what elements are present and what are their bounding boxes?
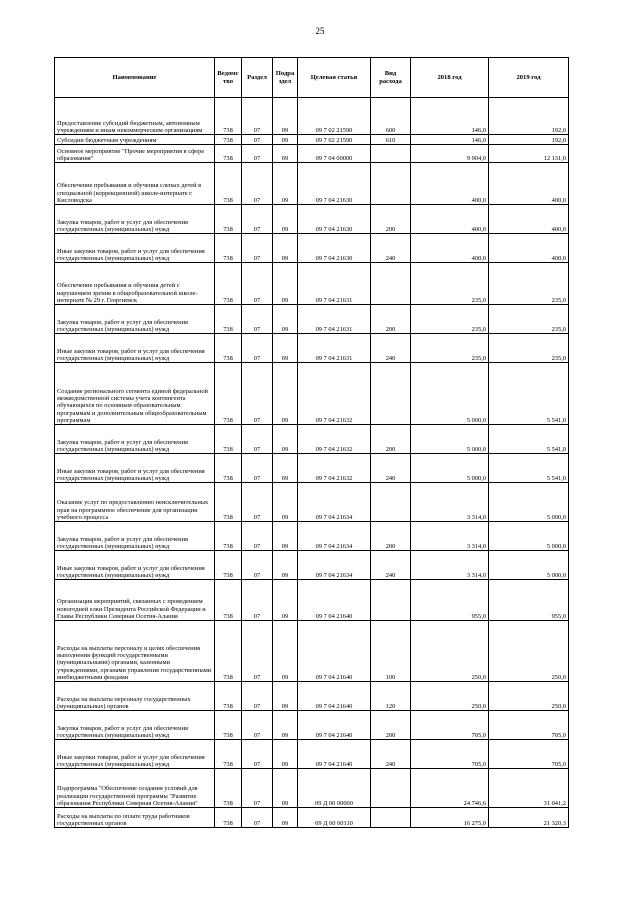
- row-target-article: 09 Д 00 00000: [298, 769, 371, 808]
- row-department: 738: [215, 425, 242, 454]
- row-expense-type: 120: [371, 682, 411, 711]
- row-section: 07: [242, 454, 273, 483]
- row-subsection: 09: [273, 711, 298, 740]
- row-department: 738: [215, 135, 242, 145]
- row-section: 07: [242, 808, 273, 828]
- row-name: Основное мероприятие "Прочие мероприятия в сфере образования": [55, 145, 215, 163]
- row-amount-2018: 235,0: [411, 305, 489, 334]
- row-section: 07: [242, 145, 273, 163]
- row-amount-2019: 5 541,0: [489, 425, 569, 454]
- row-amount-2019: 31 041,2: [489, 769, 569, 808]
- table-row: [55, 425, 569, 454]
- row-amount-2018: 235,0: [411, 263, 489, 305]
- row-amount-2019: 400,0: [489, 234, 569, 263]
- row-department: 738: [215, 98, 242, 135]
- budget-table: [54, 57, 569, 828]
- row-amount-2019: 12 131,0: [489, 145, 569, 163]
- row-amount-2019: 235,0: [489, 263, 569, 305]
- row-amount-2019: 5 541,0: [489, 454, 569, 483]
- row-amount-2019: 400,0: [489, 163, 569, 205]
- row-amount-2019: 955,0: [489, 580, 569, 621]
- row-expense-type: [371, 769, 411, 808]
- row-department: 738: [215, 483, 242, 522]
- header-target-article: Целевая статья: [298, 58, 371, 98]
- row-department: 738: [215, 145, 242, 163]
- row-subsection: 09: [273, 263, 298, 305]
- table-row: [55, 711, 569, 740]
- row-department: 738: [215, 234, 242, 263]
- row-name: Расходы на выплаты персоналу государственных (муниципальных) органов: [55, 682, 215, 711]
- row-subsection: 09: [273, 808, 298, 828]
- row-amount-2018: 3 314,0: [411, 551, 489, 580]
- table-row: [55, 621, 569, 682]
- table-row: [55, 205, 569, 234]
- row-target-article: 09 7 04 21632: [298, 363, 371, 425]
- row-target-article: 09 7 04 21632: [298, 454, 371, 483]
- row-subsection: 09: [273, 483, 298, 522]
- row-department: 738: [215, 163, 242, 205]
- row-section: 07: [242, 711, 273, 740]
- row-amount-2018: 16 275,0: [411, 808, 489, 828]
- row-name: Иные закупки товаров, работ и услуг для обеспечения государственных (муниципальных) нужд: [55, 551, 215, 580]
- row-name: Иные закупки товаров, работ и услуг для обеспечения государственных (муниципальных) нужд: [55, 740, 215, 769]
- row-section: 07: [242, 682, 273, 711]
- row-subsection: 09: [273, 580, 298, 621]
- row-amount-2019: 235,0: [489, 334, 569, 363]
- row-target-article: 09 7 04 21630: [298, 234, 371, 263]
- row-amount-2018: 250,0: [411, 621, 489, 682]
- table-row: [55, 551, 569, 580]
- row-target-article: 09 7 04 21631: [298, 334, 371, 363]
- row-target-article: 09 7 04 21630: [298, 205, 371, 234]
- row-expense-type: [371, 580, 411, 621]
- row-department: 738: [215, 621, 242, 682]
- header-year-2018: 2018 год: [411, 58, 489, 98]
- row-subsection: 09: [273, 682, 298, 711]
- table-row: [55, 808, 569, 828]
- header-name: Наименование: [55, 58, 215, 98]
- row-section: 07: [242, 305, 273, 334]
- row-section: 07: [242, 263, 273, 305]
- table-row: [55, 454, 569, 483]
- table-row: [55, 522, 569, 551]
- row-subsection: 09: [273, 98, 298, 135]
- row-amount-2019: 21 320,3: [489, 808, 569, 828]
- row-department: 738: [215, 711, 242, 740]
- row-target-article: 09 7 04 00000: [298, 145, 371, 163]
- row-name: Организация мероприятий, связанных с проведением новогодней елки Президента Российской Федерации и Главы Республики Северная Осетия-Алания: [55, 580, 215, 621]
- row-expense-type: 240: [371, 740, 411, 769]
- row-amount-2019: 400,0: [489, 205, 569, 234]
- row-section: 07: [242, 135, 273, 145]
- header-section: Раздел: [242, 58, 273, 98]
- row-target-article: 09 7 04 21640: [298, 711, 371, 740]
- row-section: 07: [242, 621, 273, 682]
- row-name: Закупка товаров, работ и услуг для обеспечения государственных (муниципальных) нужд: [55, 522, 215, 551]
- row-subsection: 09: [273, 454, 298, 483]
- row-expense-type: [371, 263, 411, 305]
- row-expense-type: 600: [371, 98, 411, 135]
- row-amount-2018: 3 314,0: [411, 483, 489, 522]
- row-expense-type: 240: [371, 334, 411, 363]
- row-subsection: 09: [273, 163, 298, 205]
- row-name: Предоставление субсидий бюджетным, автономным учреждениям и иным некоммерческим организациям: [55, 98, 215, 135]
- row-subsection: 09: [273, 205, 298, 234]
- table-row: [55, 135, 569, 145]
- row-target-article: 09 7 04 21630: [298, 163, 371, 205]
- table-header-row: [55, 58, 569, 98]
- row-name: Расходы на выплаты по оплате труда работников государственных органов: [55, 808, 215, 828]
- row-amount-2019: 250,0: [489, 621, 569, 682]
- table-row: [55, 163, 569, 205]
- row-amount-2018: 955,0: [411, 580, 489, 621]
- row-name: Закупка товаров, работ и услуг для обеспечения государственных (муниципальных) нужд: [55, 205, 215, 234]
- row-name: Иные закупки товаров, работ и услуг для обеспечения государственных (муниципальных) нужд: [55, 234, 215, 263]
- row-target-article: 09 7 04 21640: [298, 580, 371, 621]
- row-amount-2018: 235,0: [411, 334, 489, 363]
- row-department: 738: [215, 522, 242, 551]
- row-expense-type: 200: [371, 425, 411, 454]
- row-department: 738: [215, 769, 242, 808]
- row-target-article: 09 7 04 21634: [298, 483, 371, 522]
- row-section: 07: [242, 580, 273, 621]
- row-expense-type: [371, 363, 411, 425]
- row-section: 07: [242, 740, 273, 769]
- row-target-article: 09 7 04 21631: [298, 263, 371, 305]
- row-section: 07: [242, 98, 273, 135]
- row-target-article: 09 7 04 21640: [298, 621, 371, 682]
- row-amount-2018: 5 000,0: [411, 363, 489, 425]
- table-row: [55, 145, 569, 163]
- row-expense-type: [371, 483, 411, 522]
- table-row: [55, 483, 569, 522]
- row-expense-type: 100: [371, 621, 411, 682]
- row-department: 738: [215, 363, 242, 425]
- row-section: 07: [242, 425, 273, 454]
- row-target-article: 09 7 04 21634: [298, 522, 371, 551]
- row-department: 738: [215, 551, 242, 580]
- row-subsection: 09: [273, 234, 298, 263]
- row-department: 738: [215, 682, 242, 711]
- row-name: Закупка товаров, работ и услуг для обеспечения государственных (муниципальных) нужд: [55, 305, 215, 334]
- row-section: 07: [242, 363, 273, 425]
- row-expense-type: 200: [371, 205, 411, 234]
- table-row: [55, 234, 569, 263]
- row-amount-2018: 146,0: [411, 135, 489, 145]
- row-subsection: 09: [273, 522, 298, 551]
- row-name: Закупка товаров, работ и услуг для обеспечения государственных (муниципальных) нужд: [55, 425, 215, 454]
- row-name: Оказание услуг по предоставлению неисключительных прав на программное обеспечение для организации учебного процесса: [55, 483, 215, 522]
- row-amount-2019: 705,0: [489, 711, 569, 740]
- table-body: [55, 98, 569, 828]
- row-amount-2019: 192,0: [489, 135, 569, 145]
- row-department: 738: [215, 263, 242, 305]
- row-amount-2018: 400,0: [411, 234, 489, 263]
- row-expense-type: 240: [371, 454, 411, 483]
- row-target-article: 09 7 04 21640: [298, 740, 371, 769]
- row-department: 738: [215, 808, 242, 828]
- row-amount-2018: 5 000,0: [411, 425, 489, 454]
- header-department: Ведомс тво: [215, 58, 242, 98]
- row-amount-2018: 146,0: [411, 98, 489, 135]
- row-expense-type: [371, 808, 411, 828]
- row-department: 738: [215, 580, 242, 621]
- row-expense-type: [371, 163, 411, 205]
- row-subsection: 09: [273, 305, 298, 334]
- row-amount-2018: 9 904,0: [411, 145, 489, 163]
- row-name: Закупка товаров, работ и услуг для обеспечения государственных (муниципальных) нужд: [55, 711, 215, 740]
- row-amount-2019: 5 000,0: [489, 522, 569, 551]
- row-name: Обеспечение пребывания и обучения слепых детей в специальной (коррекционной) школе-интернате г. Кисловодска: [55, 163, 215, 205]
- row-name: Субсидии бюджетным учреждениям: [55, 135, 215, 145]
- row-name: Подпрограмма "Обеспечение создания условий для реализации государственной программы "Развитие образования Республики Северная Осетия-Алания": [55, 769, 215, 808]
- header-expense-type: Вид расхода: [371, 58, 411, 98]
- row-name: Обеспечение пребывания и обучения детей с нарушением зрения в общеобразовательной школе-интернате № 29 г. Георгиевск: [55, 263, 215, 305]
- row-section: 07: [242, 334, 273, 363]
- table-row: [55, 334, 569, 363]
- row-amount-2019: 5 000,0: [489, 551, 569, 580]
- row-section: 07: [242, 483, 273, 522]
- row-amount-2018: 705,0: [411, 711, 489, 740]
- row-department: 738: [215, 305, 242, 334]
- row-amount-2018: 3 314,0: [411, 522, 489, 551]
- row-expense-type: [371, 145, 411, 163]
- row-expense-type: 200: [371, 522, 411, 551]
- page-number: 25: [315, 26, 325, 36]
- row-department: 738: [215, 740, 242, 769]
- row-amount-2018: 24 746,6: [411, 769, 489, 808]
- header-year-2019: 2019 год: [489, 58, 569, 98]
- row-amount-2019: 5 541,0: [489, 363, 569, 425]
- row-subsection: 09: [273, 551, 298, 580]
- row-amount-2019: 705,0: [489, 740, 569, 769]
- row-name: Иные закупки товаров, работ и услуг для обеспечения государственных (муниципальных) нужд: [55, 454, 215, 483]
- row-department: 738: [215, 454, 242, 483]
- row-amount-2019: 250,0: [489, 682, 569, 711]
- row-subsection: 09: [273, 740, 298, 769]
- row-name: Расходы на выплаты персоналу в целях обеспечения выполнения функций государственными (муниципальными) органами, казенными учреждениями, органами управления государственными внебюджетными фондами: [55, 621, 215, 682]
- row-subsection: 09: [273, 135, 298, 145]
- row-department: 738: [215, 334, 242, 363]
- row-subsection: 09: [273, 363, 298, 425]
- row-expense-type: 610: [371, 135, 411, 145]
- row-subsection: 09: [273, 621, 298, 682]
- row-amount-2018: 5 000,0: [411, 454, 489, 483]
- row-amount-2019: 5 000,0: [489, 483, 569, 522]
- row-section: 07: [242, 551, 273, 580]
- table-row: [55, 98, 569, 135]
- row-expense-type: 200: [371, 711, 411, 740]
- row-expense-type: 240: [371, 234, 411, 263]
- row-name: Иные закупки товаров, работ и услуг для обеспечения государственных (муниципальных) нужд: [55, 334, 215, 363]
- row-section: 07: [242, 522, 273, 551]
- row-section: 07: [242, 234, 273, 263]
- row-target-article: 09 7 02 21590: [298, 135, 371, 145]
- table-row: [55, 263, 569, 305]
- table-row: [55, 682, 569, 711]
- row-amount-2019: 192,0: [489, 98, 569, 135]
- row-expense-type: 240: [371, 551, 411, 580]
- row-target-article: 09 7 02 21590: [298, 98, 371, 135]
- table-row: [55, 305, 569, 334]
- header-subsection: Подра здел: [273, 58, 298, 98]
- row-subsection: 09: [273, 334, 298, 363]
- row-subsection: 09: [273, 425, 298, 454]
- table-row: [55, 363, 569, 425]
- row-subsection: 09: [273, 769, 298, 808]
- row-amount-2018: 400,0: [411, 205, 489, 234]
- row-target-article: 09 7 04 21632: [298, 425, 371, 454]
- row-amount-2018: 250,0: [411, 682, 489, 711]
- row-amount-2018: 400,0: [411, 163, 489, 205]
- row-department: 738: [215, 205, 242, 234]
- row-amount-2018: 705,0: [411, 740, 489, 769]
- row-amount-2019: 235,0: [489, 305, 569, 334]
- row-section: 07: [242, 205, 273, 234]
- table-row: [55, 580, 569, 621]
- row-subsection: 09: [273, 145, 298, 163]
- row-name: Создание регионального сегмента единой федеральной межведомственной системы учета контингента обучающихся по основным образовательным программам и дополнительным общеобразовательным программам: [55, 363, 215, 425]
- row-target-article: 09 7 04 21631: [298, 305, 371, 334]
- row-target-article: 09 7 04 21640: [298, 682, 371, 711]
- row-section: 07: [242, 163, 273, 205]
- row-expense-type: 200: [371, 305, 411, 334]
- table-row: [55, 740, 569, 769]
- row-target-article: 09 7 04 21634: [298, 551, 371, 580]
- row-section: 07: [242, 769, 273, 808]
- row-target-article: 09 Д 00 00110: [298, 808, 371, 828]
- table-row: [55, 769, 569, 808]
